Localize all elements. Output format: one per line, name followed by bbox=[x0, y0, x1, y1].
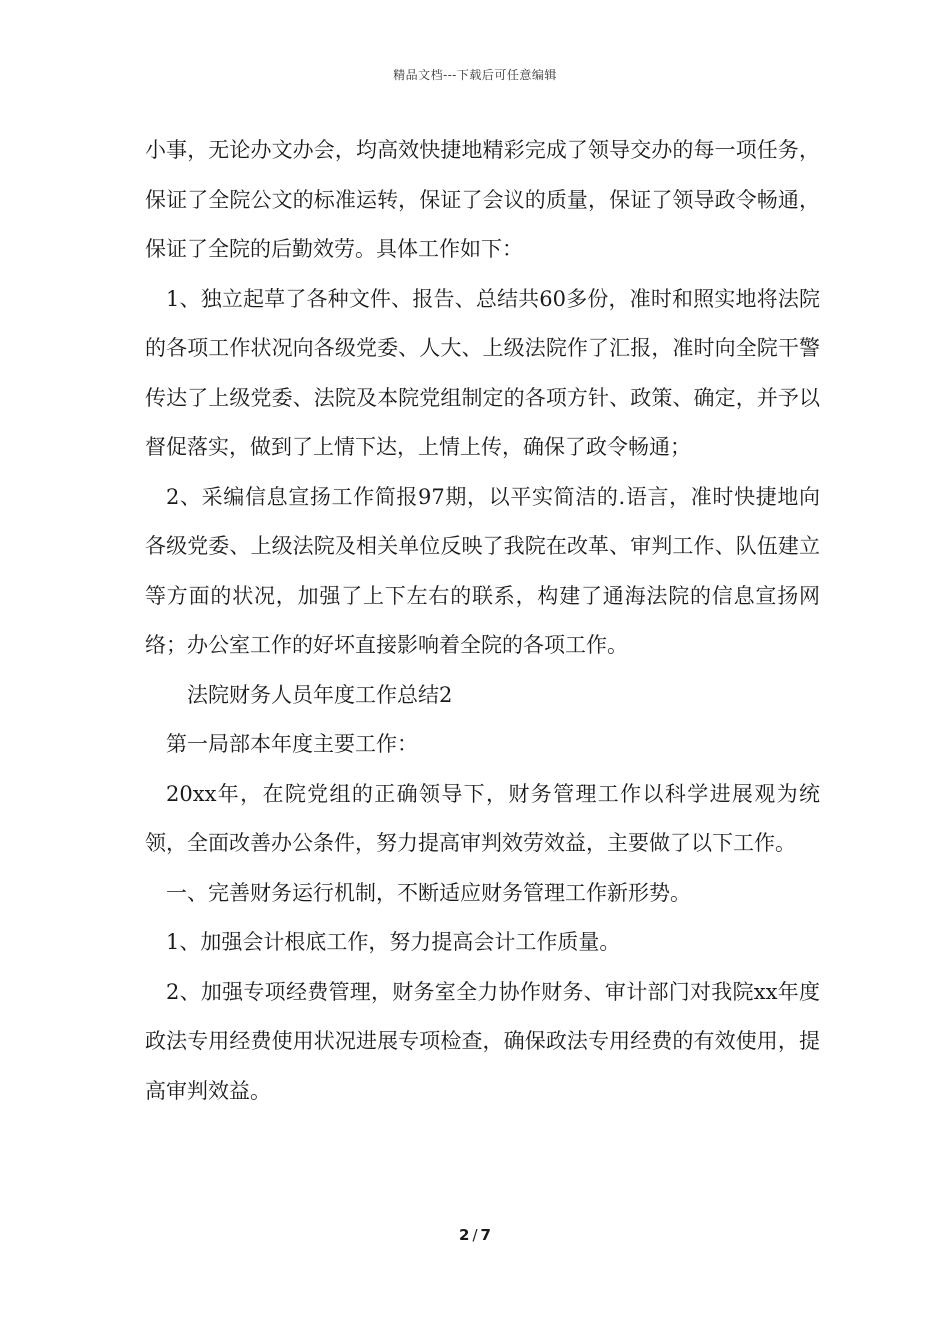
current-page-number: 2 bbox=[459, 1226, 470, 1244]
total-pages-number: 7 bbox=[480, 1226, 491, 1244]
paragraph-subitem-2: 2、加强专项经费管理，财务室全力协作财务、审计部门对我院xx年度政法专用经费使用状况进展专项检查，确保政法专用经费的有效使用，提高审判效益。 bbox=[145, 979, 820, 1103]
paragraph-summary: 20xx年，在院党组的正确领导下，财务管理工作以科学进展观为统领，全面改善办公条件，努力提高审判效劳效益，主要做了以下工作。 bbox=[145, 781, 820, 855]
paragraph-item-1: 1、独立起草了各种文件、报告、总结共60多份，准时和照实地将法院的各项工作状况向各级党委、人大、上级法院作了汇报，准时向全院干警传达了上级党委、法院及本院党组制定的各项方针、政策、确定，并予以督促落实，做到了上情下达，上情上传，确保了政令畅通； bbox=[145, 286, 820, 459]
document-body bbox=[145, 126, 820, 1116]
page-separator: / bbox=[472, 1226, 478, 1244]
paragraph-subitem-1: 1、加强会计根底工作，努力提高会计工作质量。 bbox=[166, 930, 621, 954]
paragraph-heading-1: 一、完善财务运行机制，不断适应财务管理工作新形势。 bbox=[166, 880, 691, 905]
section-subtitle: 第一局部本年度主要工作： bbox=[166, 732, 418, 756]
section-title: 法院财务人员年度工作总结2 bbox=[187, 682, 453, 707]
paragraph-item-2: 2、采编信息宣扬工作简报97期，以平实简洁的.语言，准时快捷地向各级党委、上级法院及相关单位反映了我院在改革、审判工作、队伍建立等方面的状况，加强了上下左右的联系，构建了通海法院的信息宣扬网络；办公室工作的好坏直接影响着全院的各项工作。 bbox=[145, 484, 820, 657]
paragraph-intro: 小事，无论办文办会，均高效快捷地精彩完成了领导交办的每一项任务，保证了全院公文的标准运转，保证了会议的质量，保证了领导政令畅通，保证了全院的后勤效劳。具体工作如下： bbox=[145, 138, 820, 261]
page-header: 精品文档---下载后可任意编辑 bbox=[393, 68, 557, 82]
page-number bbox=[0, 1226, 950, 1244]
